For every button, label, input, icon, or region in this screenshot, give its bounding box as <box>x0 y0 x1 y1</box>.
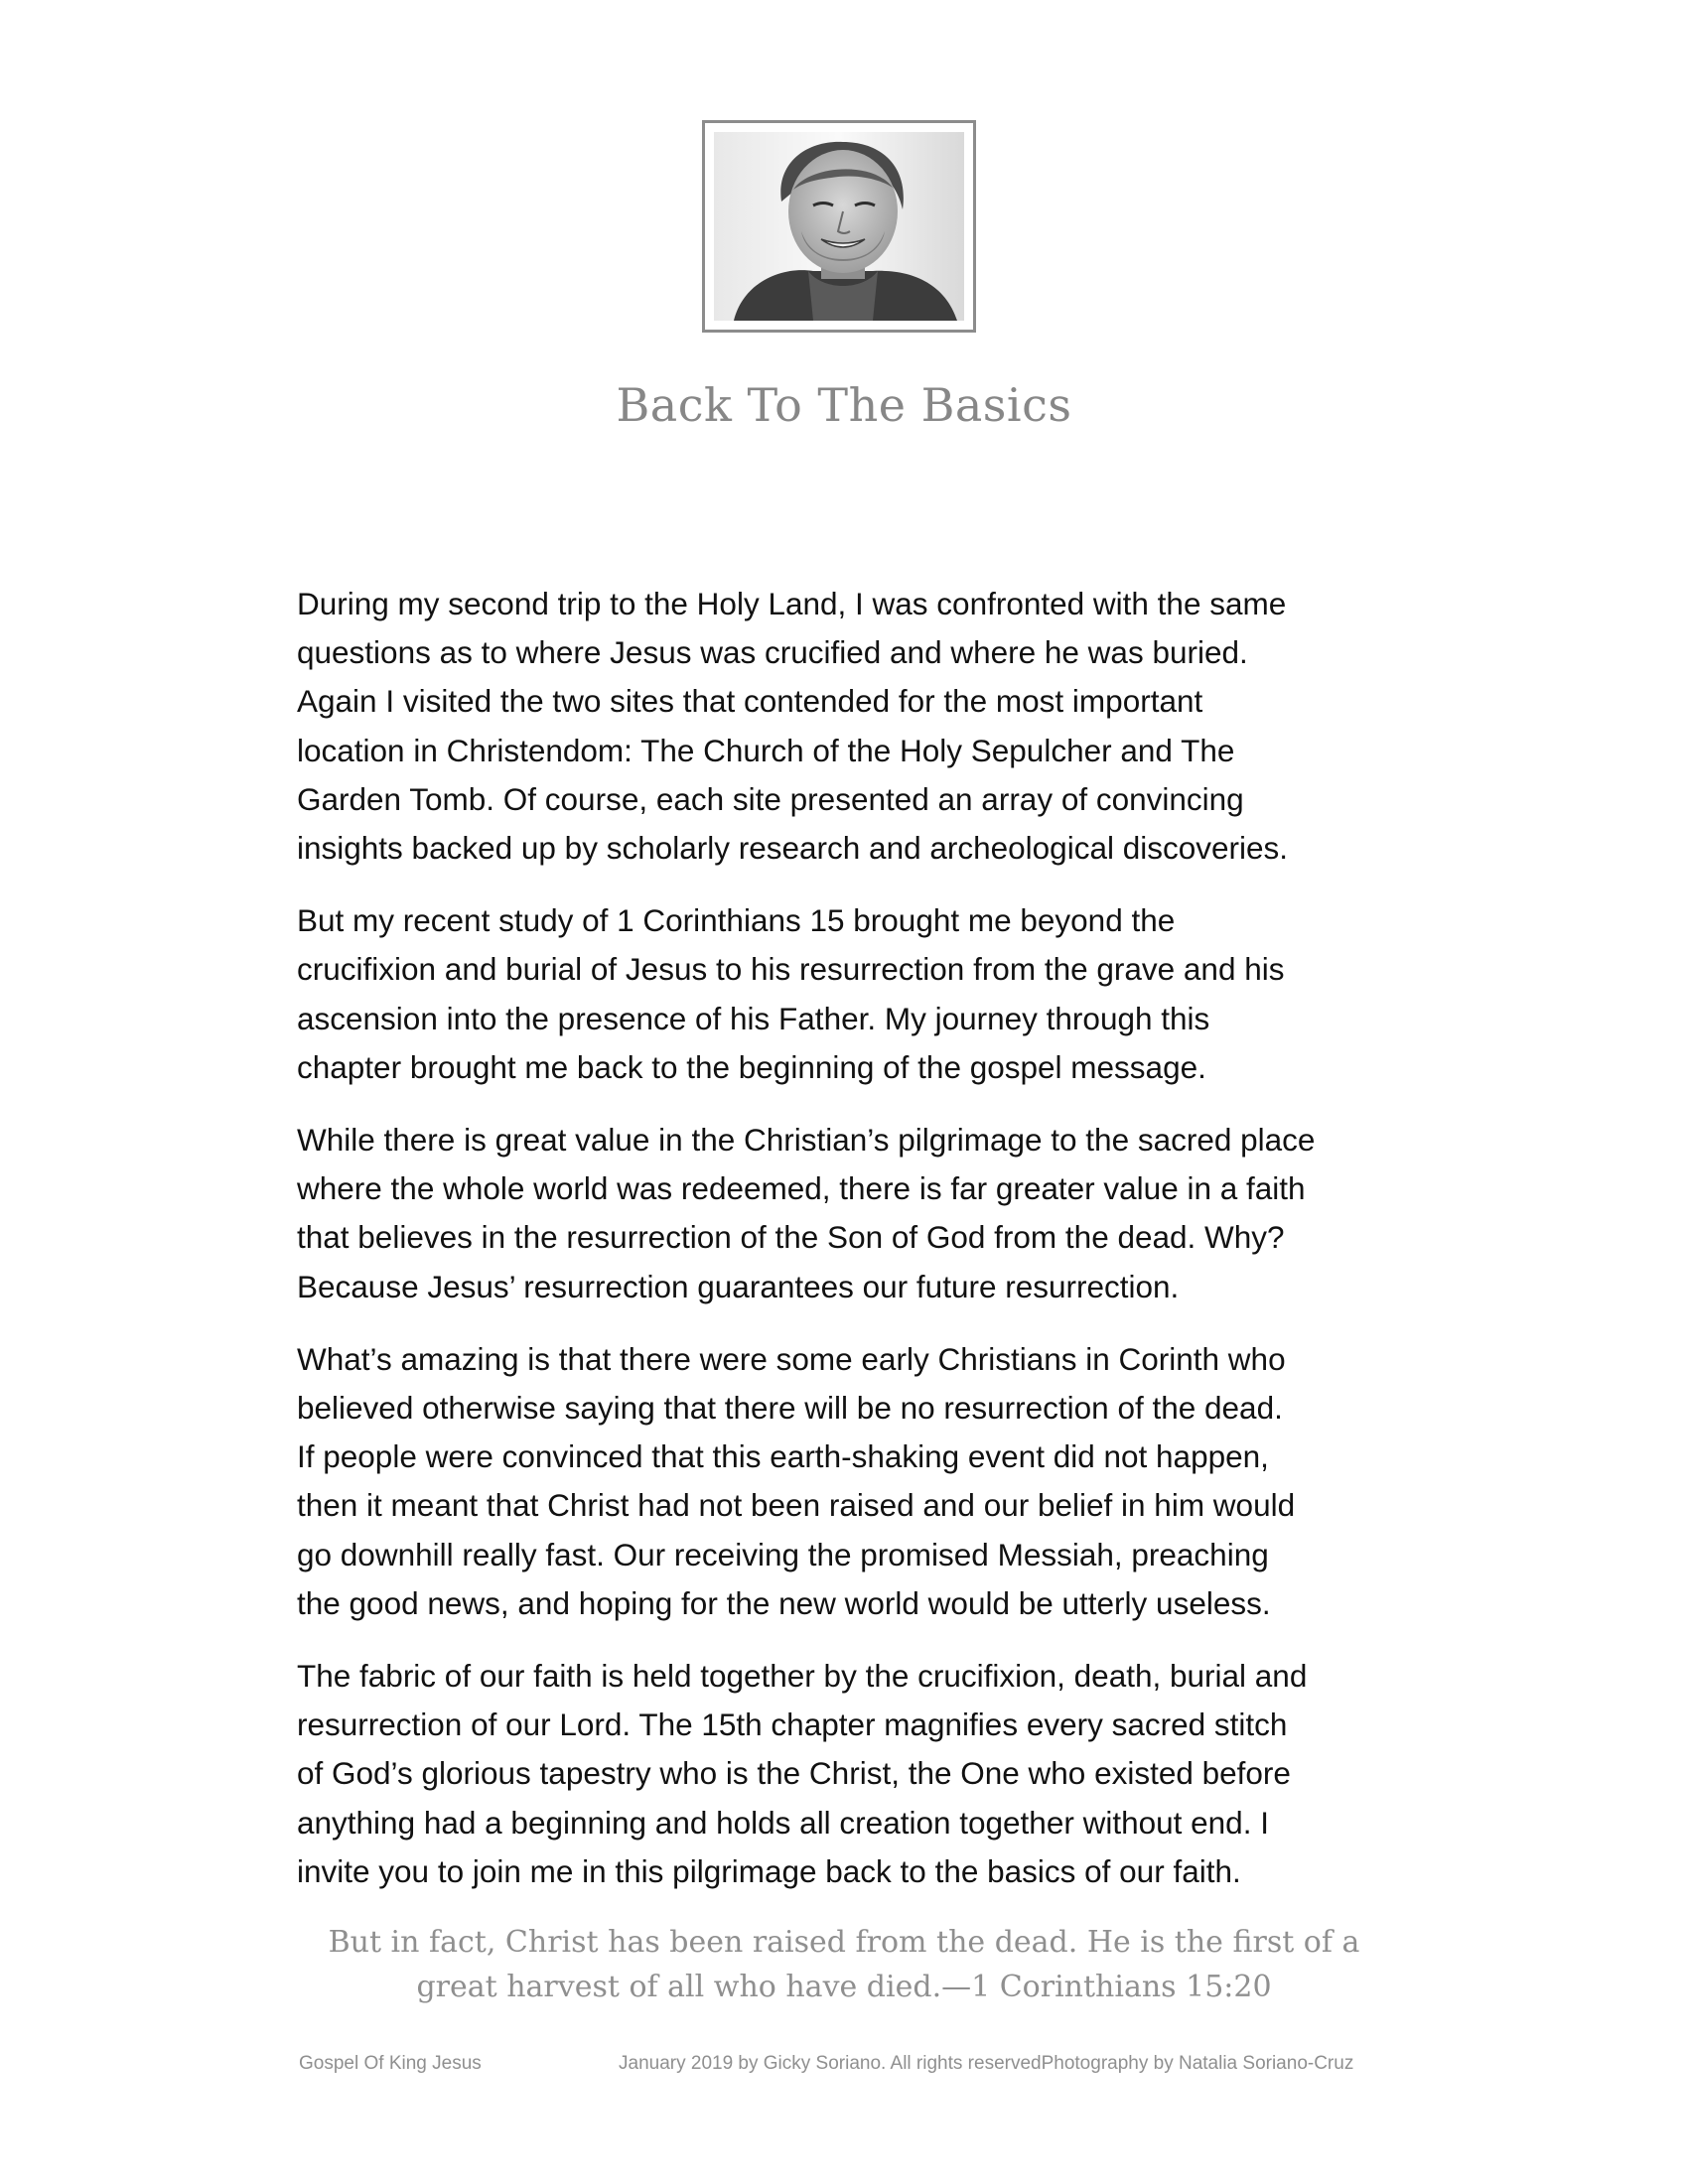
scripture-quote: But in fact, Christ has been raised from the dead. He is the first of a great harvest of all who have died.—1 Corinthians 15:20 <box>328 1925 1360 2004</box>
author-photo-frame <box>702 120 976 333</box>
paragraph: During my second trip to the Holy Land, I was confronted with the same questions as to where Jesus was crucified and where he was buried. Again I visited the two sites that contended for the most important location in Christendom: The Church of the Holy Sepulcher and The Garden Tomb. Of course, each site presented an array of convincing insights backed up by scholarly research and archeological discoveries. <box>297 586 1289 867</box>
paragraph: The fabric of our faith is held together by the crucifixion, death, burial and resurrection of our Lord. The 15th chapter magnifies every sacred stitch of God’s glorious tapestry who is the Christ, the One who existed before anything had a beginning and holds all creation together without end. I invite you to join me in this pilgrimage back to the basics of our faith. <box>297 1658 1308 1889</box>
paragraph: What’s amazing is that there were some early Christians in Corinth who believed otherwise saying that there will be no resurrection of the dead. If people were convinced that this earth-shaking event did not happen, then it meant that Christ had not been raised and our belief in him would go downhill really fast. Our receiving the promised Messiah, preaching the good news, and hoping for the new world would be utterly useless. <box>297 1340 1296 1621</box>
paragraph: While there is great value in the Christian’s pilgrimage to the sacred place where the whole world was redeemed, there is far greater value in a faith that believes in the resurrection of the Son of God from the dead. Why? Because Jesus’ resurrection guarantees our future resurrection. <box>297 1122 1316 1304</box>
footer-credits: January 2019 by Gicky Soriano. All rights reservedPhotography by Natalia Soriano-Cruz <box>619 2053 1354 2074</box>
footer-publication: Gospel Of King Jesus <box>299 2053 482 2074</box>
page-title: Back To The Basics <box>616 378 1072 432</box>
paragraph: But my recent study of 1 Corinthians 15 brought me beyond the crucifixion and burial of Jesus to his resurrection from the grave and his ascension into the presence of his Father. My journey through this chapter brought me back to the beginning of the gospel message. <box>297 902 1285 1085</box>
article-body <box>297 580 1409 1920</box>
author-photo <box>714 132 964 321</box>
